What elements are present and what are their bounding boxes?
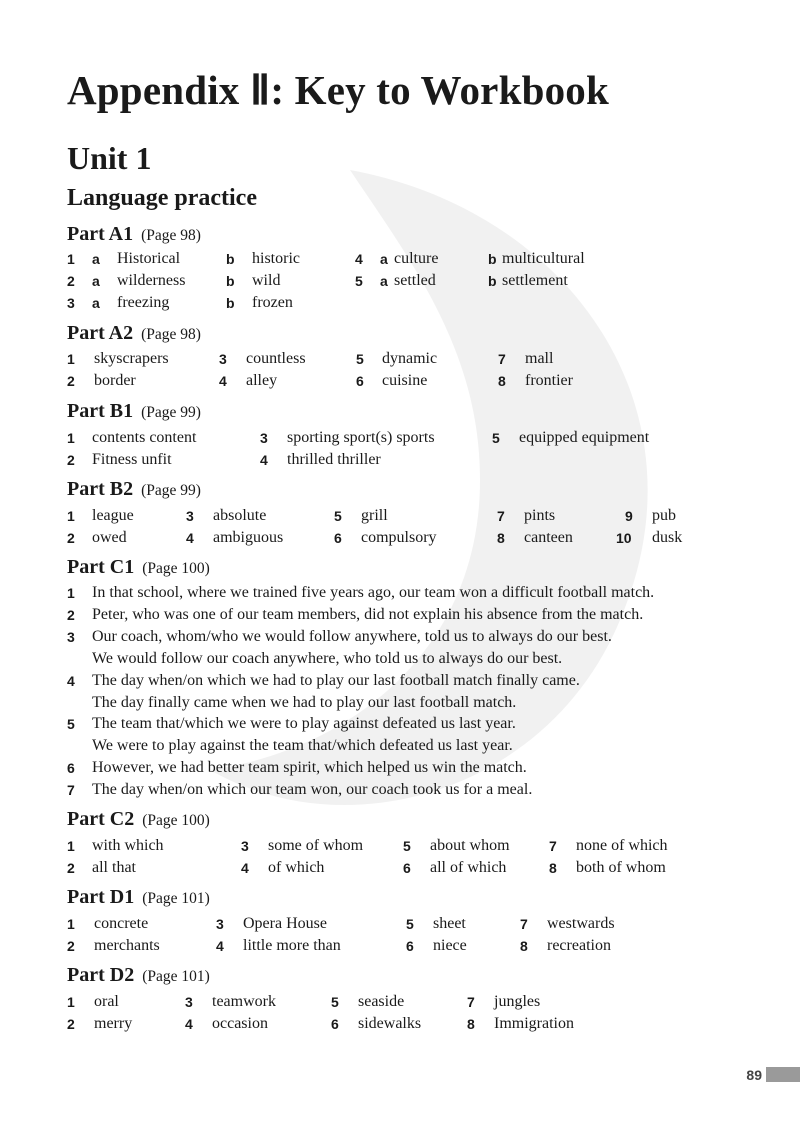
answer-word: compulsory [361, 529, 437, 546]
answer-number: 8 [520, 938, 528, 954]
answer-number: 7 [467, 994, 475, 1010]
answer-number: 5 [356, 351, 364, 367]
answer-number: 7 [520, 916, 528, 932]
part-c1-header: Part C1 (Page 100) [67, 556, 210, 578]
answer-sentence: The day when/on which our team won, our coach took us for a meal. [92, 781, 533, 798]
answer-sentence: Peter, who was one of our team members, did not explain his absence from the match. [92, 606, 644, 623]
answer-word: Fitness unfit [92, 451, 172, 468]
answer-sentence: The day finally came when we had to play our last football match. [92, 694, 517, 711]
answer-word: teamwork [212, 993, 276, 1010]
answer-number: 2 [67, 452, 75, 468]
answer-number: 4 [219, 373, 227, 389]
option-letter: b [488, 251, 497, 267]
answer-word: frontier [525, 372, 573, 389]
answer-number: 8 [467, 1016, 475, 1032]
page-tab-bar [766, 1067, 800, 1082]
answer-number: 3 [185, 994, 193, 1010]
answer-word: culture [394, 250, 439, 267]
answer-number: 3 [67, 629, 75, 645]
answer-number: 3 [260, 430, 268, 446]
answer-word: contents content [92, 429, 197, 446]
answer-word: pints [524, 507, 556, 524]
answer-word: both of whom [576, 859, 666, 876]
answer-number: 3 [216, 916, 224, 932]
answer-word: frozen [252, 294, 293, 311]
option-letter: a [380, 273, 388, 289]
answer-word: wild [252, 272, 281, 289]
answer-word: concrete [94, 915, 149, 932]
answer-number: 8 [549, 860, 557, 876]
answer-number: 7 [498, 351, 506, 367]
answer-word: recreation [547, 937, 611, 954]
answer-number: 1 [67, 351, 75, 367]
answer-number: 8 [498, 373, 506, 389]
answer-word: Opera House [243, 915, 327, 932]
answer-number: 6 [356, 373, 364, 389]
answer-number: 1 [67, 508, 75, 524]
answer-number: 9 [625, 508, 633, 524]
answer-word: countless [246, 350, 306, 367]
option-letter: b [488, 273, 497, 289]
answer-word: cuisine [382, 372, 428, 389]
part-b1-header: Part B1 (Page 99) [67, 400, 201, 422]
option-letter: a [92, 295, 100, 311]
option-letter: b [226, 251, 235, 267]
answer-sentence: However, we had better team spirit, which helped us win the match. [92, 759, 527, 776]
answer-number: 3 [186, 508, 194, 524]
option-letter: b [226, 273, 235, 289]
answer-word: border [94, 372, 136, 389]
answer-number: 6 [331, 1016, 339, 1032]
answer-word: settlement [502, 272, 568, 289]
answer-word: owed [92, 529, 127, 546]
answer-word: skyscrapers [94, 350, 169, 367]
answer-word: jungles [494, 993, 541, 1010]
answer-sentence: In that school, where we trained five years ago, our team won a difficult football match. [92, 584, 655, 601]
answer-word: Historical [117, 250, 181, 267]
answer-word: niece [433, 937, 467, 954]
answer-word: grill [361, 507, 388, 524]
answer-number: 2 [67, 1016, 75, 1032]
answer-number: 6 [403, 860, 411, 876]
answer-number: 6 [67, 760, 75, 776]
answer-number: 5 [331, 994, 339, 1010]
part-a2-header: Part A2 (Page 98) [67, 322, 201, 344]
answer-word: pub [652, 507, 676, 524]
part-a1-header: Part A1 (Page 98) [67, 223, 201, 245]
answer-number: 5 [406, 916, 414, 932]
answer-number: 2 [67, 530, 75, 546]
answer-number: 5 [403, 838, 411, 854]
answer-word: merchants [94, 937, 160, 954]
answer-word: all that [92, 859, 136, 876]
answer-word: dusk [652, 529, 683, 546]
answer-word: some of whom [268, 837, 364, 854]
answer-number: 2 [67, 273, 75, 289]
option-letter: a [92, 251, 100, 267]
option-letter: a [380, 251, 388, 267]
option-letter: a [92, 273, 100, 289]
answer-word: of which [268, 859, 325, 876]
part-c2-header: Part C2 (Page 100) [67, 808, 210, 830]
answer-number: 5 [334, 508, 342, 524]
answer-number: 6 [334, 530, 342, 546]
answer-number: 7 [549, 838, 557, 854]
answer-word: multicultural [502, 250, 585, 267]
answer-number: 2 [67, 938, 75, 954]
answer-sentence: We would follow our coach anywhere, who told us to always do our best. [92, 650, 563, 667]
part-d1-header: Part D1 (Page 101) [67, 886, 210, 908]
answer-number: 4 [67, 673, 75, 689]
answer-word: absolute [213, 507, 267, 524]
answer-number: 4 [241, 860, 249, 876]
answer-word: canteen [524, 529, 573, 546]
part-d2-header: Part D2 (Page 101) [67, 964, 210, 986]
answer-word: mall [525, 350, 554, 367]
page-number: 89 [746, 1067, 762, 1083]
answer-word: sporting sport(s) sports [287, 429, 435, 446]
answer-number: 1 [67, 994, 75, 1010]
answer-word: merry [94, 1015, 133, 1032]
answer-number: 2 [67, 373, 75, 389]
answer-word: ambiguous [213, 529, 284, 546]
answer-number: 6 [406, 938, 414, 954]
answer-word: alley [246, 372, 278, 389]
answer-number: 3 [67, 295, 75, 311]
answer-word: with which [92, 837, 164, 854]
answer-number: 4 [355, 251, 363, 267]
answer-word: league [92, 507, 134, 524]
option-letter: b [226, 295, 235, 311]
answer-word: equipped equipment [519, 429, 650, 446]
section-heading: Language practice [67, 185, 257, 211]
answer-number: 7 [497, 508, 505, 524]
part-b2-header: Part B2 (Page 99) [67, 478, 201, 500]
answer-number: 2 [67, 607, 75, 623]
answer-word: Immigration [494, 1015, 574, 1032]
answer-word: freezing [117, 294, 170, 311]
answer-number: 1 [67, 916, 75, 932]
answer-number: 5 [355, 273, 363, 289]
answer-number: 1 [67, 585, 75, 601]
answer-word: all of which [430, 859, 507, 876]
answer-number: 1 [67, 430, 75, 446]
answer-word: none of which [576, 837, 668, 854]
answer-number: 2 [67, 860, 75, 876]
answer-sentence: The team that/which we were to play against defeated us last year. [92, 715, 516, 732]
answer-word: oral [94, 993, 119, 1010]
answer-word: sheet [433, 915, 466, 932]
answer-word: dynamic [382, 350, 438, 367]
answer-number: 4 [216, 938, 224, 954]
answer-number: 4 [185, 1016, 193, 1032]
answer-word: sidewalks [358, 1015, 422, 1032]
answer-number: 8 [497, 530, 505, 546]
answer-word: little more than [243, 937, 341, 954]
unit-heading: Unit 1 [67, 140, 152, 176]
answer-number: 1 [67, 251, 75, 267]
page-title: Appendix Ⅱ: Key to Workbook [67, 67, 609, 113]
answer-word: westwards [547, 915, 615, 932]
answer-number: 10 [616, 530, 632, 546]
answer-word: settled [394, 272, 436, 289]
answer-word: seaside [358, 993, 405, 1010]
answer-number: 1 [67, 838, 75, 854]
answer-number: 4 [260, 452, 268, 468]
answer-number: 3 [219, 351, 227, 367]
answer-number: 7 [67, 782, 75, 798]
answer-word: about whom [430, 837, 510, 854]
answer-number: 5 [67, 716, 75, 732]
answer-number: 5 [492, 430, 500, 446]
answer-word: wilderness [117, 272, 186, 289]
answer-sentence: Our coach, whom/who we would follow anywhere, told us to always do our best. [92, 628, 612, 645]
answer-word: thrilled thriller [287, 451, 381, 468]
answer-number: 4 [186, 530, 194, 546]
answer-word: occasion [212, 1015, 268, 1032]
answer-number: 3 [241, 838, 249, 854]
answer-sentence: The day when/on which we had to play our last football match finally came. [92, 672, 580, 689]
answer-sentence: We were to play against the team that/which defeated us last year. [92, 737, 513, 754]
answer-word: historic [252, 250, 300, 267]
